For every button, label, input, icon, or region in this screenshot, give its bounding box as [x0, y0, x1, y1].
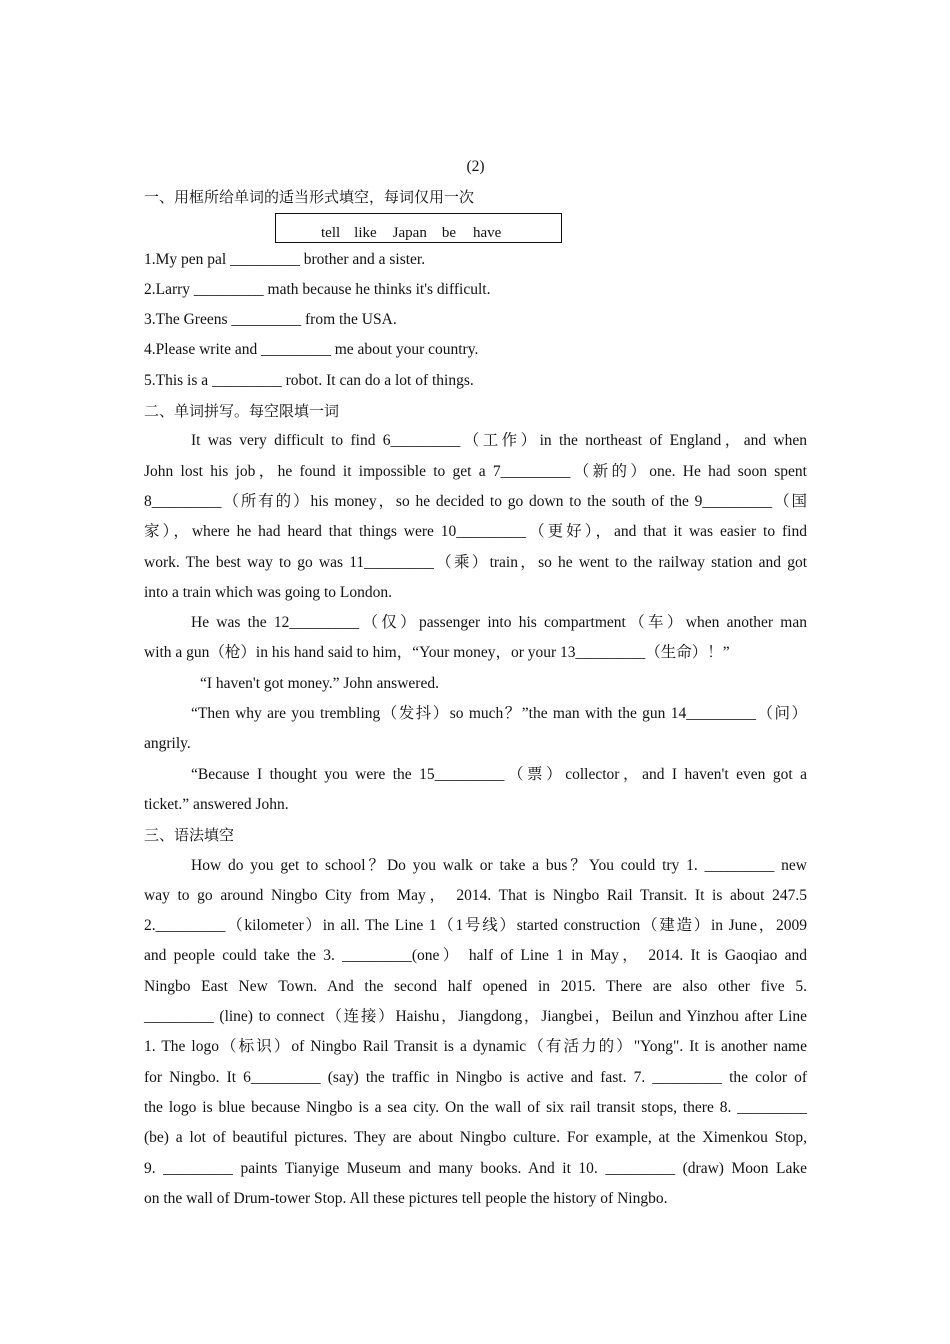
exercise-item: 3.The Greens _________ from the USA. [144, 311, 397, 329]
passage-line: How do you get to school？Do you walk or take a bus？You could try 1. _________ new [191, 856, 807, 874]
passage-line: with a gun（枪）in his hand said to him，“Your money，or your 13_________（生命）！” [144, 644, 730, 662]
section2-heading: 二、单词拼写。每空限填一词 [144, 402, 340, 421]
word-box-word: like [354, 224, 377, 241]
passage-line: angrily. [144, 735, 191, 753]
section3-heading: 三、语法填空 [144, 826, 235, 845]
passage-line: It was very difficult to find 6_________（工作）in the northeast of England，and when [191, 432, 807, 450]
passage-line: 8_________（所有的）his money，so he decided to go down to the south of the 9_________（国 [144, 492, 807, 510]
passage-line: work. The best way to go was 11_________（乘）train，so he went to the railway station and got [144, 553, 807, 571]
page-title: (2) [466, 158, 485, 175]
word-box-row [144, 213, 807, 245]
word-box-word: Japan [392, 224, 427, 241]
passage-line: way to go around Ningbo City from May， 2014. That is Ningbo Rail Transit. It is about 247.5 [144, 886, 807, 904]
exercise-item: 4.Please write and _________ me about your country. [144, 341, 479, 359]
passage-line: 1. The logo（标识）of Ningbo Rail Transit is a dynamic（有活力的）"Yong". It is another name [144, 1038, 807, 1056]
passage-line: He was the 12_________（仅）passenger into his compartment（车）when another man [191, 614, 807, 632]
passage-line: 家），where he had heard that things were 10_________（更好），and that it was easier to find [144, 523, 807, 541]
passage-line: “I haven't got money.” John answered. [200, 674, 439, 692]
passage-line: 2._________（kilometer）in all. The Line 1（1号线）started construction（建造）in June，2009 [144, 917, 807, 935]
passage-line: the logo is blue because Ningbo is a sea city. On the wall of six rail transit stops, there 8. _________ [144, 1098, 807, 1116]
passage-line: _________ (line) to connect（连接）Haishu，Jiangdong，Jiangbei，Beilun and Yinzhou after Line [144, 1008, 807, 1026]
word-box-word: tell [321, 224, 341, 241]
word-box-word: be [441, 224, 456, 241]
passage-line: into a train which was going to London. [144, 583, 392, 601]
word-box-word: have [473, 224, 502, 241]
passage-line: on the wall of Drum-tower Stop. All these pictures tell people the history of Ningbo. [144, 1189, 668, 1207]
passage-line: 9. _________ paints Tianyige Museum and many books. And it 10. _________ (draw) Moon Lake [144, 1159, 807, 1177]
passage-line: and people could take the 3. _________(one） half of Line 1 in May， 2014. It is Gaoqiao and [144, 947, 807, 965]
word-box [275, 213, 562, 243]
passage-line: ticket.” answered John. [144, 795, 289, 813]
exercise-item: 5.This is a _________ robot. It can do a lot of things. [144, 371, 474, 389]
passage-line: John lost his job，he found it impossible to get a 7_________（新的）one. He had soon spent [144, 462, 807, 480]
passage-line: for Ningbo. It 6_________ (say) the traffic in Ningbo is active and fast. 7. _________ the color of [144, 1068, 807, 1086]
passage-line: (be) a lot of beautiful pictures. They are about Ningbo culture. For example, at the Ximenkou Stop, [144, 1129, 807, 1147]
section1-heading: 一、用框所给单词的适当形式填空，每词仅用一次 [144, 188, 475, 207]
exercise-item: 2.Larry _________ math because he thinks it's difficult. [144, 280, 491, 298]
passage-line: “Because I thought you were the 15_________（票）collector，and I haven't even got a [191, 765, 807, 783]
worksheet-content [144, 152, 807, 1214]
exercise-item: 1.My pen pal _________ brother and a sister. [144, 250, 426, 268]
passage-line: Ningbo East New Town. And the second half opened in 2015. There are also other five 5. [144, 977, 807, 995]
passage-line: “Then why are you trembling（发抖）so much？”the man with the gun 14_________（问） [191, 705, 807, 723]
